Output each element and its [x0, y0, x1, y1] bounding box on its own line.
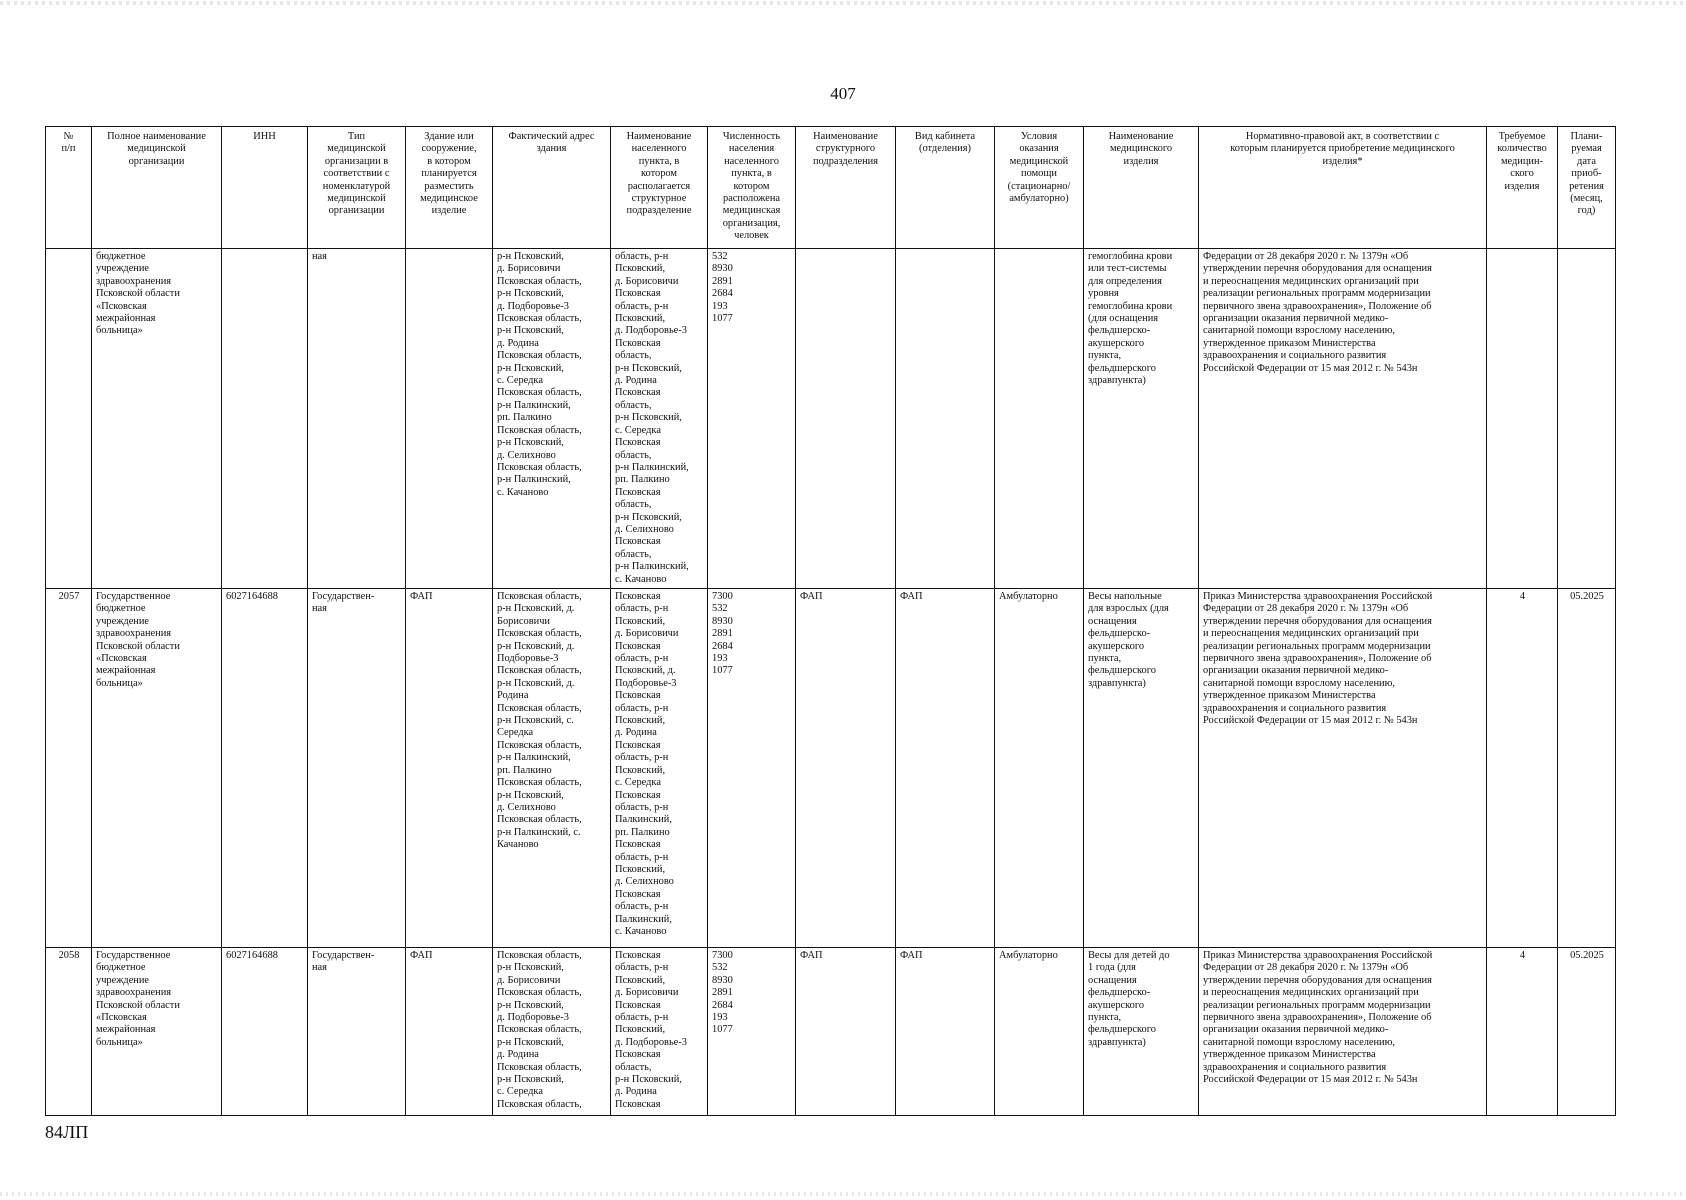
cell-date: 05.2025 [1558, 948, 1616, 1116]
cell-address: р-н Псковский, д. Борисовичи Псковская область, р-н Псковский, д. Подборовье-3 Псковская область, р-н Псковский, д. Родина Псковская область, р-н Псковский, с. Середка Псковская область, р-н Палкинский, рп. Палкино Псковская область, р-н Псковский, д. Селихново Псковская область, р-н Палкинский, с. Качаново [493, 249, 611, 589]
cell-population: 7300 532 8930 2891 2684 193 1077 [708, 589, 796, 948]
cell-subdivision: ФАП [796, 948, 896, 1116]
cell-org-name: Государственное бюджетное учреждение здравоохранения Псковской области «Псковская межрайонная больница» [92, 589, 222, 948]
cell-building: ФАП [406, 589, 493, 948]
cell-address: Псковская область, р-н Псковский, д. Борисовичи Псковская область, р-н Псковский, д. Подборовье-3 Псковская область, р-н Псковский, д. Родина Псковская область, р-н Псковский, с. Середка Псковская область, [493, 948, 611, 1116]
cell-legal-act: Федерации от 28 декабря 2020 г. № 1379н «Об утверждении перечня оборудования для оснащения и переоснащения медицинских организаций при реализации региональных программ модернизации первичного звена здравоохранения», Положение об организации оказания первичной медико- санитарной помощи взрослому населению, утвержденное приказом Министерства здравоохранения и социального развития Российской Федерации от 15 мая 2012 г. № 543н [1199, 249, 1487, 589]
header-inn: ИНН [222, 127, 308, 249]
cell-conditions: Амбулаторно [995, 589, 1084, 948]
page-number: 407 [830, 84, 856, 103]
cell-settlement: Псковская область, р-н Псковский, д. Борисовичи Псковская область, р-н Псковский, д. Подборовье-3 Псковская область, р-н Псковский, д. Родина Псковская [611, 948, 708, 1116]
cell-subdivision [796, 249, 896, 589]
cell-date: 05.2025 [1558, 589, 1616, 948]
cell-building [406, 249, 493, 589]
cell-org-type: ная [308, 249, 406, 589]
cell-num [46, 249, 92, 589]
cell-quantity: 4 [1487, 589, 1558, 948]
cell-legal-act: Приказ Министерства здравоохранения Российской Федерации от 28 декабря 2020 г. № 1379н «Об утверждении перечня оборудования для оснащения и переоснащения медицинских организаций при реализации региональных программ модернизации первичного звена здравоохранения», Положение об организации оказания первичной медико- санитарной помощи взрослому населению, утвержденное приказом Министерства здравоохранения и социального развития Российской Федерации от 15 мая 2012 г. № 543н [1199, 589, 1487, 948]
cell-org-type: Государствен- ная [308, 948, 406, 1116]
header-date: Плани- руемая дата приоб- ретения (месяц, год) [1558, 127, 1616, 249]
cell-cabinet: ФАП [896, 948, 995, 1116]
cell-quantity: 4 [1487, 948, 1558, 1116]
table-row [46, 948, 1616, 1116]
header-org-name: Полное наименование медицинской организации [92, 127, 222, 249]
scan-edge-bottom [0, 1192, 1686, 1196]
cell-building: ФАП [406, 948, 493, 1116]
cell-org-name: Государственное бюджетное учреждение здравоохранения Псковской области «Псковская межрайонная больница» [92, 948, 222, 1116]
header-device: Наименование медицинского изделия [1084, 127, 1199, 249]
table-row [46, 249, 1616, 589]
cell-conditions: Амбулаторно [995, 948, 1084, 1116]
cell-quantity [1487, 249, 1558, 589]
cell-cabinet: ФАП [896, 589, 995, 948]
cell-device: гемоглобина крови или тест-системы для определения уровня гемоглобина крови (для оснащения фельдшерско- акушерского пункта, фельдшерского здравпункта) [1084, 249, 1199, 589]
cell-settlement: область, р-н Псковский, д. Борисовичи Псковская область, р-н Псковский, д. Подборовье-3 Псковская область, р-н Псковский, д. Родина Псковская область, р-н Псковский, с. Середка Псковская область, р-н Палкинский, рп. Палкино Псковская область, р-н Псковский, д. Селихново Псковская область, р-н Палкинский, с. Качаново [611, 249, 708, 589]
cell-inn [222, 249, 308, 589]
cell-subdivision: ФАП [796, 589, 896, 948]
equipment-table [45, 126, 1616, 1116]
header-org-type: Тип медицинской организации в соответствии с номенклатурой медицинской организации [308, 127, 406, 249]
cell-cabinet [896, 249, 995, 589]
cell-population: 532 8930 2891 2684 193 1077 [708, 249, 796, 589]
cell-device: Весы напольные для взрослых (для оснащения фельдшерско- акушерского пункта, фельдшерского здравпункта) [1084, 589, 1199, 948]
cell-conditions [995, 249, 1084, 589]
header-cabinet: Вид кабинета (отделения) [896, 127, 995, 249]
header-building: Здание или сооружение, в котором планируется разместить медицинское изделие [406, 127, 493, 249]
cell-date [1558, 249, 1616, 589]
header-num: № п/п [46, 127, 92, 249]
footer-code: 84ЛП [45, 1122, 89, 1142]
header-conditions: Условия оказания медицинской помощи (стационарно/ амбулаторно) [995, 127, 1084, 249]
scan-edge-top [0, 1, 1686, 5]
cell-inn: 6027164688 [222, 948, 308, 1116]
table-row [46, 589, 1616, 948]
cell-address: Псковская область, р-н Псковский, д. Борисовичи Псковская область, р-н Псковский, д. Подборовье-3 Псковская область, р-н Псковский, д. Родина Псковская область, р-н Псковский, с. Середка Псковская область, р-н Палкинский, рп. Палкино Псковская область, р-н Псковский, д. Селихново Псковская область, р-н Палкинский, с. Качаново [493, 589, 611, 948]
cell-settlement: Псковская область, р-н Псковский, д. Борисовичи Псковская область, р-н Псковский, д. Подборовье-3 Псковская область, р-н Псковский, д. Родина Псковская область, р-н Псковский, с. Середка Псковская область, р-н Палкинский, рп. Палкино Псковская область, р-н Псковский, д. Селихново Псковская область, р-н Палкинский, с. Качаново [611, 589, 708, 948]
header-population: Численность населения населенного пункта, в котором расположена медицинская организация, человек [708, 127, 796, 249]
cell-org-name: бюджетное учреждение здравоохранения Псковской области «Псковская межрайонная больница» [92, 249, 222, 589]
cell-inn: 6027164688 [222, 589, 308, 948]
table-header-row [46, 127, 1616, 249]
header-quantity: Требуемое количество медицин- ского изделия [1487, 127, 1558, 249]
header-legal-act: Нормативно-правовой акт, в соответствии с которым планируется приобретение медицинского изделия* [1199, 127, 1487, 249]
cell-legal-act: Приказ Министерства здравоохранения Российской Федерации от 28 декабря 2020 г. № 1379н «Об утверждении перечня оборудования для оснащения и переоснащения медицинских организаций при реализации региональных программ модернизации первичного звена здравоохранения», Положение об организации оказания первичной медико- санитарной помощи взрослому населению, утвержденное приказом Министерства здравоохранения и социального развития Российской Федерации от 15 мая 2012 г. № 543н [1199, 948, 1487, 1116]
cell-population: 7300 532 8930 2891 2684 193 1077 [708, 948, 796, 1116]
header-address: Фактический адрес здания [493, 127, 611, 249]
cell-device: Весы для детей до 1 года (для оснащения фельдшерско- акушерского пункта, фельдшерского здравпункта) [1084, 948, 1199, 1116]
header-subdivision: Наименование структурного подразделения [796, 127, 896, 249]
cell-num: 2058 [46, 948, 92, 1116]
header-settlement: Наименование населенного пункта, в котором располагается структурное подразделение [611, 127, 708, 249]
cell-org-type: Государствен- ная [308, 589, 406, 948]
cell-num: 2057 [46, 589, 92, 948]
